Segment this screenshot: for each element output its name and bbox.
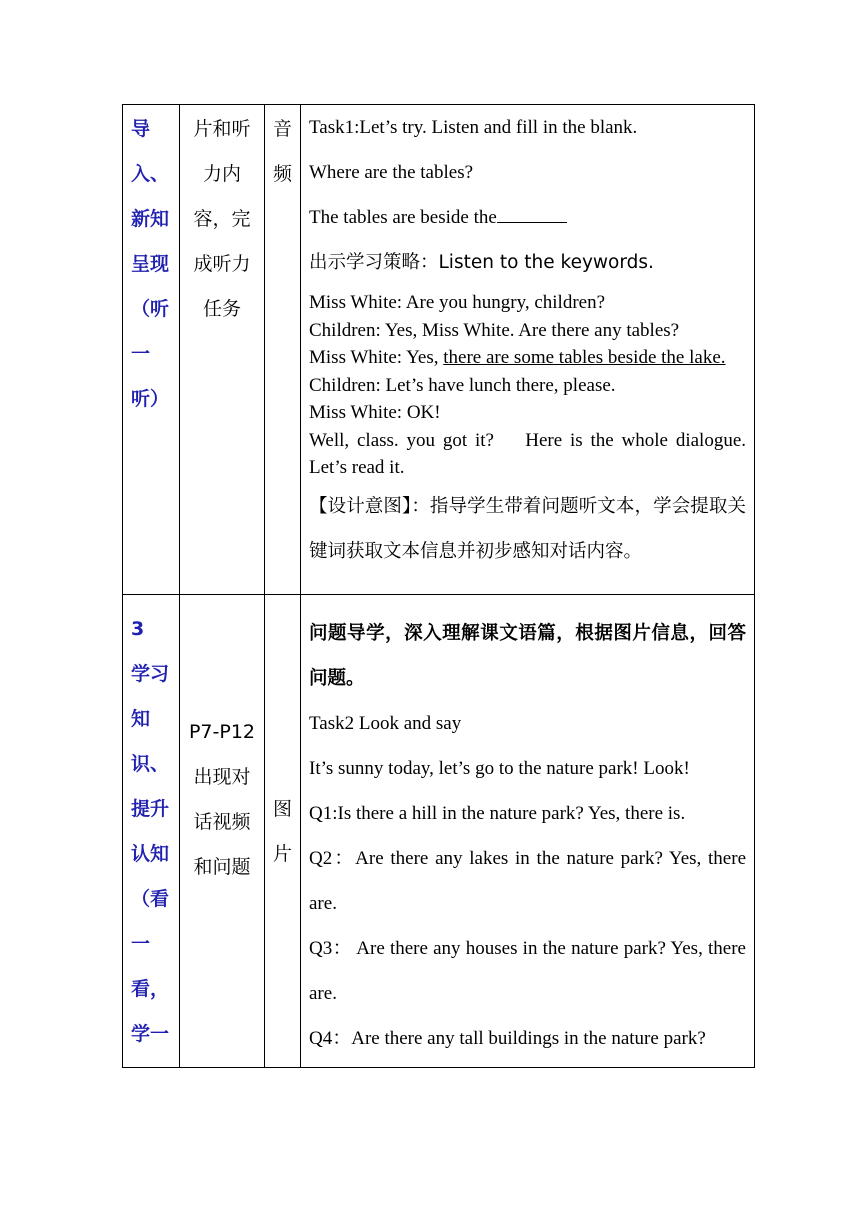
stage-text-line: 一 — [131, 343, 151, 365]
activity-cell — [301, 105, 755, 595]
section-heading: 问题导学，深入理解课文语篇，根据图片信息，回答问题。 — [309, 623, 746, 689]
activity-cell — [301, 595, 755, 1068]
media-text-line: 图 — [272, 798, 292, 820]
media-text-line: 频 — [272, 163, 292, 185]
resource-text-line: 片和听 — [193, 118, 251, 140]
resource-text-line: 和问题 — [193, 856, 251, 878]
stage-text-line: 导 — [131, 118, 151, 140]
media-type — [265, 595, 300, 877]
stage-text-line: 识、 — [131, 753, 170, 775]
design-intent: 【设计意图】：指导学生带着问题听文本，学会提取关键词获取文本信息并初步感知对话内容。 — [309, 495, 746, 562]
stage-text-line: 一 — [131, 933, 151, 955]
media-text-line: 音 — [272, 118, 292, 140]
stage-label — [123, 105, 179, 422]
stage-text-line: （听 — [131, 298, 170, 320]
table-row — [123, 105, 755, 595]
question-line: Q2：Are there any lakes in the nature park? Yes, there are. — [309, 848, 746, 914]
resource-cell — [180, 105, 265, 595]
stage-text-line: 3 — [131, 618, 145, 640]
stage-text-line: 认知 — [131, 843, 170, 865]
dialogue-line: Miss White: Are you hungry, children? — [309, 292, 606, 313]
lesson-plan-table — [122, 104, 755, 1068]
resource-text-line: 任务 — [202, 298, 241, 320]
resource-text-line: 容，完 — [193, 208, 251, 230]
stage-text-line: 学习 — [131, 663, 170, 685]
keyword-underline: there are some tables beside the lake. — [443, 347, 726, 368]
intro-line: It’s sunny today, let’s go to the nature park! Look! — [309, 758, 690, 779]
stage-label — [123, 595, 179, 1057]
listening-strategy: 出示学习策略：Listen to the keywords. — [309, 252, 654, 273]
question-line: Q4：Are there any tall buildings in the nature park? — [309, 1028, 706, 1049]
resource-text-line: 出现对 — [193, 766, 251, 788]
stage-text-line: 知 — [131, 708, 151, 730]
dialogue-line: Well, class. you got it? Here is the whole dialogue. Let’s read it. — [309, 429, 751, 478]
resource-cell — [180, 595, 265, 1068]
question-line: Q3： Are there any houses in the nature park? Yes, there are. — [309, 938, 746, 1004]
resource-text-line: 话视频 — [193, 811, 251, 833]
resource-description — [180, 595, 264, 890]
dialogue-line: Children: Yes, Miss White. Are there any tables? — [309, 319, 680, 341]
task1-question: Where are the tables? — [309, 162, 474, 183]
media-cell — [265, 595, 301, 1068]
resource-description — [180, 105, 264, 332]
fill-blank-sentence: The tables are beside the — [309, 195, 746, 240]
dialogue-line: Children: Let’s have lunch there, please. — [309, 374, 616, 396]
stage-text-line: 呈现 — [131, 253, 170, 275]
task2-title: Task2 Look and say — [309, 713, 462, 734]
dialogue-line: Miss White: OK! — [309, 402, 441, 423]
resource-text-line: P7-P12 — [188, 721, 256, 743]
stage-cell — [123, 595, 180, 1068]
question-line: Q1:Is there a hill in the nature park? Yes, there is. — [309, 803, 686, 824]
stage-text-line: 学一 — [131, 1023, 170, 1045]
resource-text-line: 成听力 — [193, 253, 251, 275]
stage-text-line: 听） — [131, 388, 170, 410]
dialogue-line: Miss White: Yes, there are some tables beside the lake. — [309, 347, 726, 368]
stage-text-line: 新知 — [131, 208, 170, 230]
stage-text-line: 看， — [131, 978, 170, 1000]
media-cell — [265, 105, 301, 595]
table-row — [123, 595, 755, 1068]
resource-text-line: 力内 — [202, 163, 241, 185]
stage-text-line: 入、 — [131, 163, 170, 185]
media-text-line: 片 — [272, 843, 292, 865]
stage-text-line: 提升 — [131, 798, 170, 820]
answer-blank — [497, 206, 567, 223]
task1-title: Task1:Let’s try. Listen and fill in the blank. — [309, 117, 638, 138]
media-type — [265, 105, 300, 197]
stage-text-line: （看 — [131, 888, 170, 910]
stage-cell — [123, 105, 180, 595]
